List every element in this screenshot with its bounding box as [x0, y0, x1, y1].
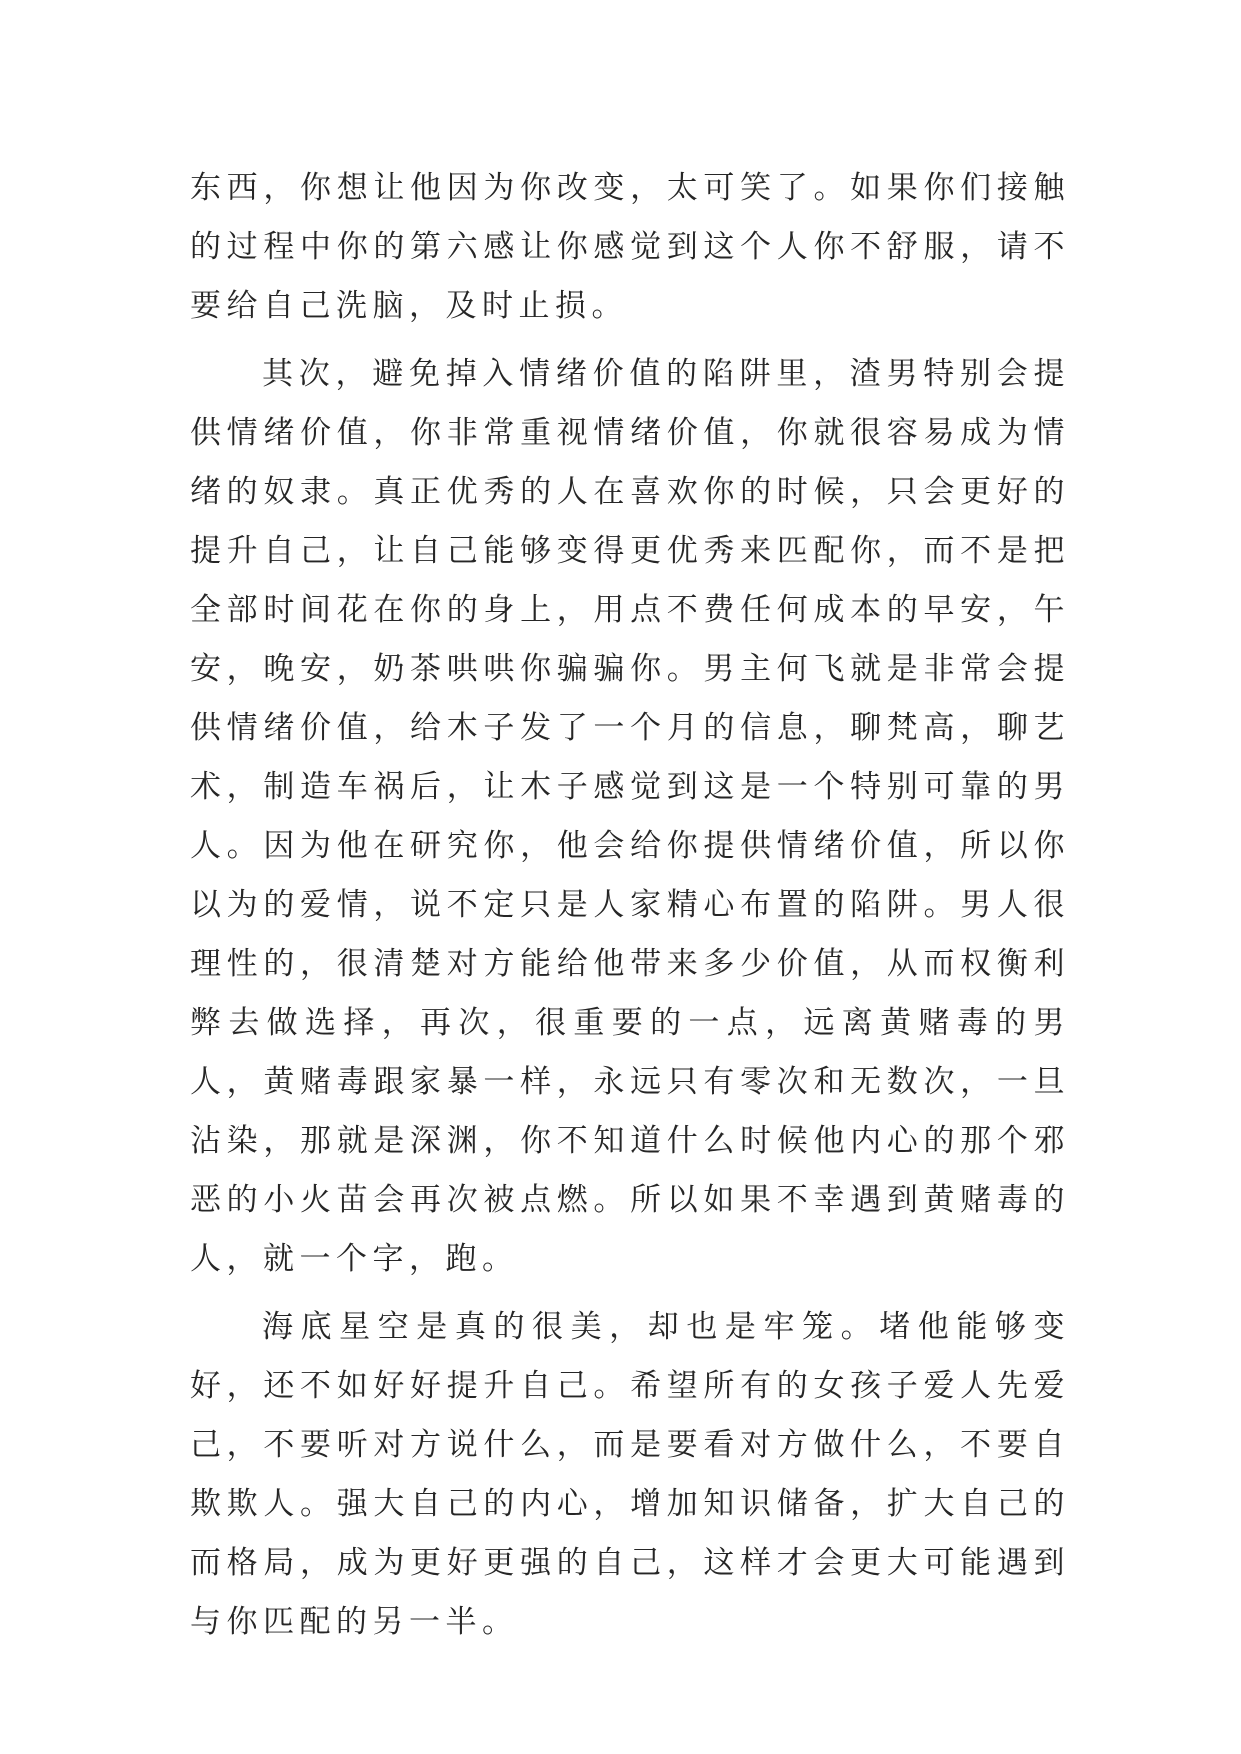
paragraph-2: 其次，避免掉入情绪价值的陷阱里，渣男特别会提供情绪价值，你非常重视情绪价值，你就很容易成为情绪的奴隶。真正优秀的人在喜欢你的时候，只会更好的提升自己，让自己能够变得更优秀来匹配你，而不是把全部时间花在你的身上，用点不费任何成本的早安，午安，晚安，奶茶哄哄你骗骗你。男主何飞就是非常会提供情绪价值，给木子发了一个月的信息，聊梵高，聊艺术，制造车祸后，让木子感觉到这是一个特别可靠的男人。因为他在研究你，他会给你提供情绪价值，所以你以为的爱情，说不定只是人家精心布置的陷阱。男人很理性的，很清楚对方能给他带来多少价值，从而权衡利弊去做选择，再次，很重要的一点，远离黄赌毒的男人，黄赌毒跟家暴一样，永远只有零次和无数次，一旦沾染，那就是深渊，你不知道什么时候他内心的那个邪恶的小火苗会再次被点燃。所以如果不幸遇到黄赌毒的人，就一个字，跑。: [190, 356, 1070, 1277]
body-text: [190, 159, 1070, 1661]
paragraph-3: 海底星空是真的很美，却也是牢笼。堵他能够变好，还不如好好提升自己。希望所有的女孩子爱人先爱己，不要听对方说什么，而是要看对方做什么，不要自欺欺人。强大自己的内心，增加知识储备，扩大自己的而格局，成为更好更强的自己，这样才会更大可能遇到与你匹配的另一半。: [190, 1309, 1070, 1640]
paragraph-1: 东西，你想让他因为你改变，太可笑了。如果你们接触的过程中你的第六感让你感觉到这个人你不舒服，请不要给自己洗脑，及时止损。: [190, 170, 1070, 324]
